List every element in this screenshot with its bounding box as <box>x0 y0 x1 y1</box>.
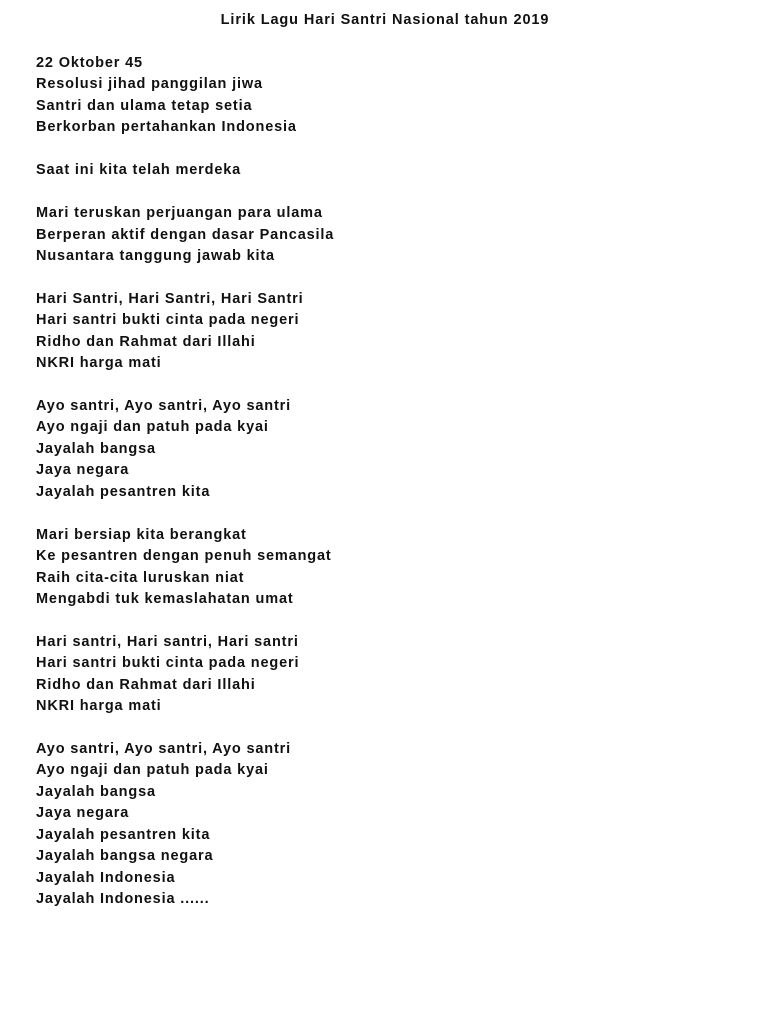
lyric-line: Mengabdi tuk kemaslahatan umat <box>36 590 294 607</box>
lyric-line: Raih cita-cita luruskan niat <box>36 569 245 586</box>
lyric-line: Ayo santri, Ayo santri, Ayo santri <box>36 398 292 414</box>
lyric-line: Jayalah bangsa <box>36 440 156 457</box>
lyric-line: Jayalah Indonesia <box>36 869 176 886</box>
lyric-line: Hari santri bukti cinta pada negeri <box>36 312 300 329</box>
lyric-line: Mari bersiap kita berangkat <box>36 526 247 543</box>
document-title: Lirik Lagu Hari Santri Nasional tahun 2019 <box>220 12 550 28</box>
stanza-4-chorus <box>36 289 736 375</box>
lyric-line: Jayalah pesantren kita <box>36 826 211 843</box>
lyric-line: Jaya negara <box>36 805 130 822</box>
lyric-line: Santri dan ulama tetap setia <box>36 97 253 114</box>
lyric-line: Saat ini kita telah merdeka <box>36 162 242 179</box>
lyric-line: Ridho dan Rahmat dari Illahi <box>36 676 256 693</box>
lyric-line: 22 Oktober 45 <box>36 55 143 71</box>
lyrics-body <box>36 53 736 932</box>
lyric-line: NKRI harga mati <box>36 355 162 372</box>
lyric-line: Jayalah pesantren kita <box>36 483 211 500</box>
lyric-line: NKRI harga mati <box>36 698 162 715</box>
lyric-line: Ayo santri, Ayo santri, Ayo santri <box>36 741 292 757</box>
stanza-2 <box>36 160 736 181</box>
stanza-6 <box>36 525 736 611</box>
lyric-line: Resolusi jihad panggilan jiwa <box>36 76 263 93</box>
lyric-line: Hari santri, Hari santri, Hari santri <box>36 633 299 650</box>
lyric-line: Jayalah Indonesia ...... <box>36 891 210 908</box>
lyric-line: Ke pesantren dengan penuh semangat <box>36 548 332 565</box>
lyric-line: Ayo ngaji dan patuh pada kyai <box>36 419 269 436</box>
lyric-line: Nusantara tanggung jawab kita <box>36 247 275 264</box>
lyric-line: Ridho dan Rahmat dari Illahi <box>36 333 256 350</box>
lyric-line: Berperan aktif dengan dasar Pancasila <box>36 226 335 243</box>
lyric-line: Jayalah bangsa <box>36 783 156 800</box>
lyric-line: Mari teruskan perjuangan para ulama <box>36 205 323 222</box>
stanza-5 <box>36 396 736 503</box>
lyric-line: Berkorban pertahankan Indonesia <box>36 119 297 136</box>
stanza-3 <box>36 203 736 267</box>
stanza-1 <box>36 53 736 139</box>
lyric-line: Jaya negara <box>36 462 130 479</box>
lyric-line: Jayalah bangsa negara <box>36 848 214 865</box>
lyric-line: Hari Santri, Hari Santri, Hari Santri <box>36 290 304 307</box>
lyric-line: Hari santri bukti cinta pada negeri <box>36 655 300 672</box>
stanza-7-chorus <box>36 632 736 718</box>
stanza-8-outro <box>36 739 736 911</box>
lyric-line: Ayo ngaji dan patuh pada kyai <box>36 762 269 779</box>
